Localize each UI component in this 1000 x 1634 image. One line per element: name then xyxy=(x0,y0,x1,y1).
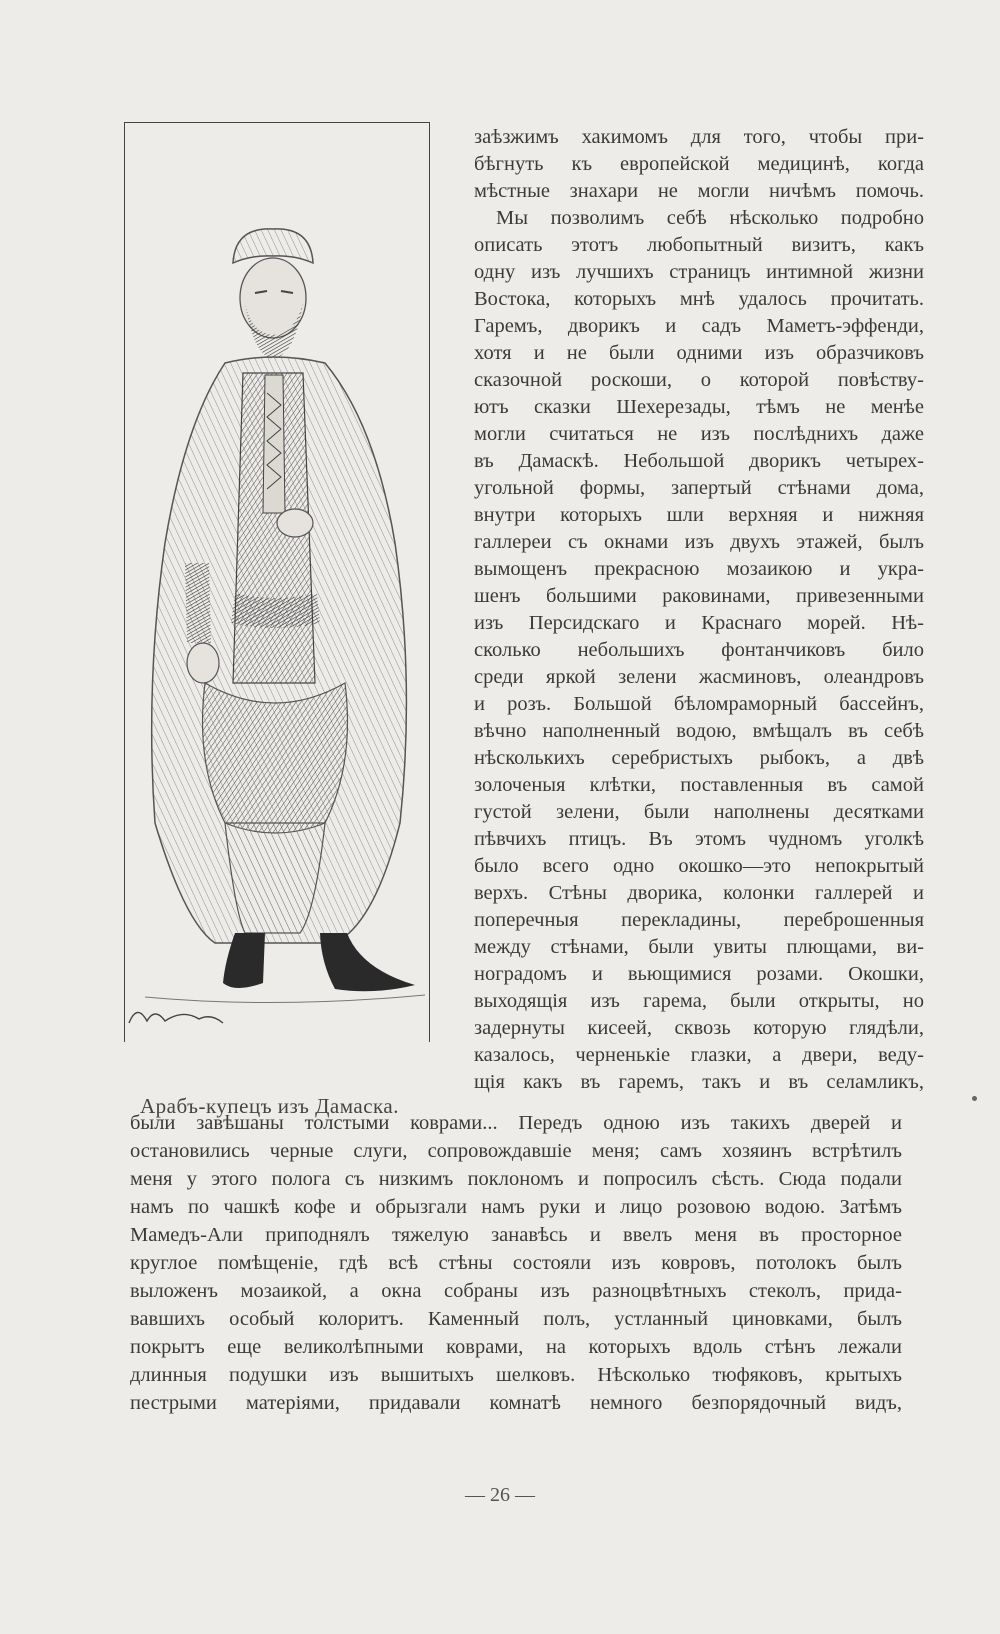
text-line: ноградомъ и вьющимися розами. Окошки, xyxy=(474,963,924,985)
text-line: пѣвчихъ птицъ. Въ этомъ чудномъ уголкѣ xyxy=(474,828,924,850)
text-line: покрытъ еще великолѣпными коврами, на которыхъ вдоль стѣнъ лежали xyxy=(130,1336,902,1358)
text-line: длинныя подушки изъ вышитыхъ шелковъ. Нѣсколько тюфяковъ, крытыхъ xyxy=(130,1364,902,1386)
text-line: пестрыми матеріями, придавали комнатѣ немного безпорядочный видъ, xyxy=(130,1392,902,1414)
text-line: выходящія изъ гарема, были открыты, но xyxy=(474,990,924,1012)
text-line: изъ Персидскаго и Краснаго морей. Нѣ- xyxy=(474,612,924,634)
text-line: круглое помѣщеніе, гдѣ всѣ стѣны состояли изъ ковровъ, потолокъ былъ xyxy=(130,1252,902,1274)
text-line: Мамедъ-Али приподнялъ тяжелую занавѣсь и ввелъ меня въ просторное xyxy=(130,1224,902,1246)
text-line: угольной формы, запертый стѣнами дома, xyxy=(474,477,924,499)
text-line: было всего одно окошко—это непокрытый xyxy=(474,855,924,877)
illustration-caption: Арабъ-купецъ изъ Дамаска. xyxy=(140,1094,399,1118)
text-line: заѣзжимъ хакимомъ для того, чтобы при- xyxy=(474,126,924,148)
text-line: сколько небольшихъ фонтанчиковъ било xyxy=(474,639,924,661)
text-line: вавшихъ особый колоритъ. Каменный полъ, устланный циновками, былъ xyxy=(130,1308,902,1330)
text-line: хотя и не были одними изъ образчиковъ xyxy=(474,342,924,364)
text-line: Востока, которыхъ мнѣ удалось прочитать. xyxy=(474,288,924,310)
text-line: щія какъ въ гаремъ, такъ и въ селамликъ, xyxy=(474,1071,924,1093)
text-line: вѣчно наполненный водою, вмѣщалъ въ себѣ xyxy=(474,720,924,742)
text-line: описать этотъ любопытный визитъ, какъ xyxy=(474,234,924,256)
text-line: мѣстные знахари не могли ничѣмъ помочь. xyxy=(474,180,924,202)
text-line: въ Дамаскѣ. Небольшой дворикъ четырех- xyxy=(474,450,924,472)
text-line: могли считаться не изъ послѣднихъ даже xyxy=(474,423,924,445)
text-line: казалось, черненькіе глазки, а двери, веду- xyxy=(474,1044,924,1066)
text-line: меня у этого полога съ низкимъ поклономъ и попросилъ сѣсть. Сюда подали xyxy=(130,1168,902,1190)
text-line: верхъ. Стѣны дворика, колонки галлерей и xyxy=(474,882,924,904)
text-line: Гаремъ, дворикъ и садъ Маметъ-эффенди, xyxy=(474,315,924,337)
page-number: — 26 — xyxy=(465,1484,535,1506)
text-line: ютъ сказки Шехерезады, тѣмъ не менѣе xyxy=(474,396,924,418)
margin-dot xyxy=(972,1096,977,1101)
text-line: шенъ большими раковинами, привезенными xyxy=(474,585,924,607)
text-line: поперечныя перекладины, переброшенныя xyxy=(474,909,924,931)
text-line: задернуты кисеей, сквозь которую глядѣли, xyxy=(474,1017,924,1039)
text-line: остановились черные слуги, сопровождавшіе меня; самъ хозяинъ встрѣтилъ xyxy=(130,1140,902,1162)
text-line: были завѣшаны толстыми коврами... Передъ одною изъ такихъ дверей и xyxy=(130,1112,902,1134)
text-line: между стѣнами, были увиты плющами, ви- xyxy=(474,936,924,958)
text-line: внутри которыхъ шли верхняя и нижняя xyxy=(474,504,924,526)
engraving-frame xyxy=(124,122,430,1042)
text-line: сказочной роскоши, о которой повѣству- xyxy=(474,369,924,391)
text-line: и розъ. Большой бѣломраморный бассейнъ, xyxy=(474,693,924,715)
text-line: нѣсколькихъ серебристыхъ рыбокъ, а двѣ xyxy=(474,747,924,769)
text-line: одну изъ лучшихъ страницъ интимной жизни xyxy=(474,261,924,283)
text-line: вымощенъ прекрасною мозаикою и укра- xyxy=(474,558,924,580)
text-line: галлереи съ окнами изъ двухъ этажей, былъ xyxy=(474,531,924,553)
text-line: среди яркой зелени жасминовъ, олеандровъ xyxy=(474,666,924,688)
text-line: намъ по чашкѣ кофе и обрызгали намъ руки и лицо розовою водою. Затѣмъ xyxy=(130,1196,902,1218)
text-line: Мы позволимъ себѣ нѣсколько подробно xyxy=(496,207,924,229)
text-line: густой зелени, были наполнены десятками xyxy=(474,801,924,823)
text-line: бѣгнуть къ европейской медицинѣ, когда xyxy=(474,153,924,175)
text-line: выложенъ мозаикой, а окна собраны изъ разноцвѣтныхъ стеколъ, прида- xyxy=(130,1280,902,1302)
text-line: золоченыя клѣтки, поставленныя въ самой xyxy=(474,774,924,796)
merchant-engraving xyxy=(125,123,431,1043)
